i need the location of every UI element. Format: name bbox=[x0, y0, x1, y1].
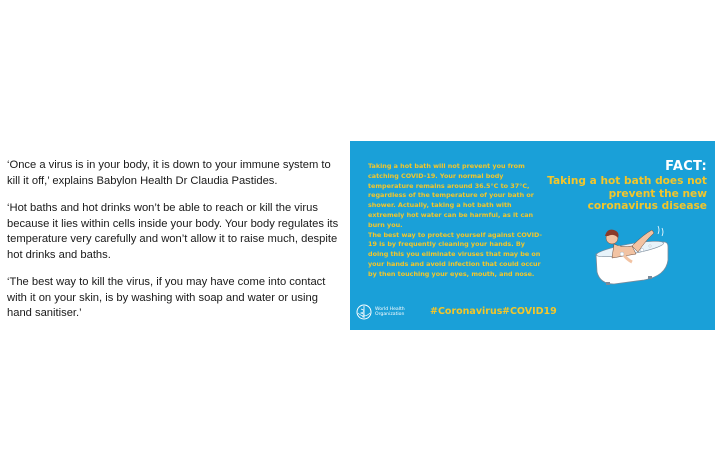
infographic-body-text-2: The best way to protect yourself against COVID-19 is by frequently cleaning your hands. By doing this you eliminate viruses that may be on your hands and avoid infection that could occur by then touching your eyes, mouth, and nose. bbox=[368, 230, 543, 278]
article-paragraph: ‘Hot baths and hot drinks won’t be able to reach or kill the virus because it lies within cells inside your body. Your body regulates its temperature very carefully and won’t allow it to raise much, despite hot drinks and baths. bbox=[7, 202, 339, 261]
infographic-body-text-1: Taking a hot bath will not prevent you from catching COVID-19. Your normal body temperature remains around 36.5°C to 37°C, regardless of the temperature of your bath or shower. Actually, taking a hot bath with extremely hot water can be harmful, as it can burn you. bbox=[368, 162, 534, 229]
hashtag-covid19: #COVID19 bbox=[502, 306, 557, 317]
infographic-body bbox=[368, 162, 546, 280]
article-paragraph: ‘Once a virus is in your body, it is down to your immune system to kill it off,’ explains Babylon Health Dr Claudia Pastides. bbox=[7, 159, 331, 187]
fact-headline: Taking a hot bath does not prevent the new coronavirus disease bbox=[547, 175, 707, 213]
who-infographic bbox=[350, 141, 715, 330]
bathtub-illustration bbox=[592, 224, 670, 286]
who-logo-text: World Health Organization bbox=[375, 306, 405, 317]
article-paragraph: ‘The best way to kill the virus, if you may have come into contact with it on your skin, is by washing with soap and water or using hand sanitiser.’ bbox=[7, 276, 326, 319]
article-text bbox=[7, 158, 340, 334]
who-logo bbox=[356, 304, 417, 320]
hashtag-coronavirus: #Coronavirus bbox=[430, 306, 503, 317]
who-emblem-icon bbox=[356, 304, 372, 320]
fact-label: FACT: bbox=[665, 159, 707, 174]
